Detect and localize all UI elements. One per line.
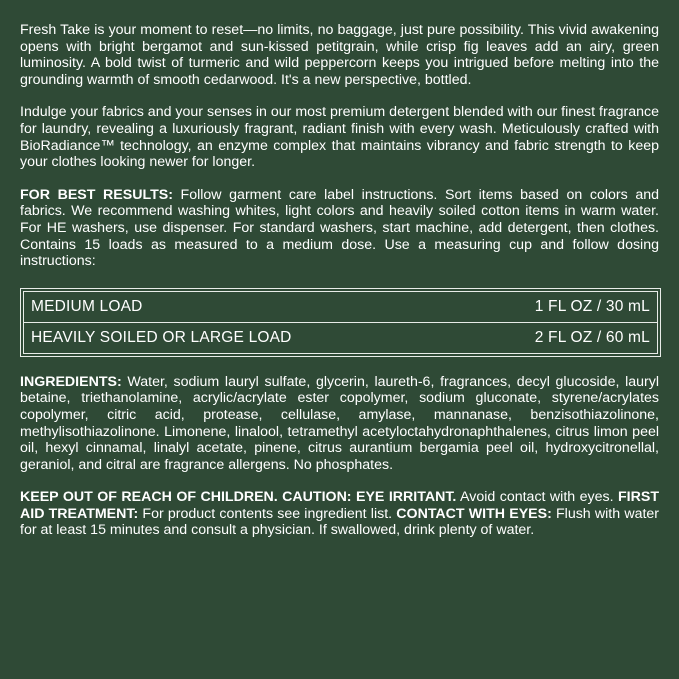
warning-text-eyes: Avoid contact with eyes. <box>456 489 618 506</box>
dosing-row-large <box>24 322 657 353</box>
best-results-text: Follow garment care label instructions. Sort items based on colors and fabrics. We recommend washing whites, light colors and heavily soiled cotton items in warm water. For HE washers, use dispenser. For standard washers, start machine, add detergent, then clothes. Contains 15 loads as measured to a medium dose. Use a measuring cup and follow dosing instructions: <box>20 186 659 270</box>
dosing-amount: 2 FL OZ / 60 mL <box>534 328 650 346</box>
warning-text-first-aid: For product contents see ingredient list. <box>138 505 397 522</box>
dosing-load-label: MEDIUM LOAD <box>31 297 143 315</box>
ingredients-heading: INGREDIENTS: <box>20 373 122 390</box>
warning-heading-first-aid: FIRST AID TREATMENT: <box>20 489 659 522</box>
dosing-load-label: HEAVILY SOILED OR LARGE LOAD <box>31 328 292 346</box>
warning-heading-contact: CONTACT WITH EYES: <box>396 505 552 522</box>
best-results-heading: FOR BEST RESULTS: <box>20 186 173 203</box>
warnings-paragraph <box>20 489 659 539</box>
warning-text-contact: Flush with water for at least 15 minutes and consult a physician. If swallowed, drink plenty of water. <box>20 505 660 539</box>
ingredients-paragraph <box>20 374 659 474</box>
dosing-table <box>20 288 661 357</box>
ingredients-text: Water, sodium lauryl sulfate, glycerin, laureth-6, fragrances, decyl glucoside, lauryl betaine, triethanolamine, acrylic/acrylate ester copolymer, sodium gluconate, styrene/acrylates copolymer, citric acid, protease, cellulase, amylase, mannanase, benzisothiazolinone, methylisothiazolinone. Limonene, linalool, tetramethyl acetyloctahydronaphthalenes, citrus limon peel oil, hexyl cinnamal, linalyl acetate, pinene, citrus aurantium bergamia peel oil, hydroxycitronellal, geraniol, and citral are fragrance allergens. No phosphates. <box>20 373 659 473</box>
intro-paragraph-2: Indulge your fabrics and your senses in our most premium detergent blended with our finest fragrance for laundry, revealing a luxuriously fragrant, radiant finish with every wash. Meticulously crafted with BioRadiance™ technology, an enzyme complex that maintains vibrancy and fabric strength to keep your clothes looking newer for longer. <box>20 104 659 171</box>
dosing-row-medium <box>24 292 657 322</box>
best-results-paragraph <box>20 187 659 270</box>
dosing-amount: 1 FL OZ / 30 mL <box>534 297 650 315</box>
warning-heading-children: KEEP OUT OF REACH OF CHILDREN. CAUTION: EYE IRRITANT. <box>20 489 457 506</box>
intro-paragraph-1: Fresh Take is your moment to reset—no limits, no baggage, just pure possibility. This vivid awakening opens with bright bergamot and sun-kissed petitgrain, while crisp fig leaves add an airy, green luminosity. A bold twist of turmeric and wild peppercorn keeps you intrigued before melting into the grounding warmth of smooth cedarwood. It's a new perspective, bottled. <box>20 22 659 88</box>
